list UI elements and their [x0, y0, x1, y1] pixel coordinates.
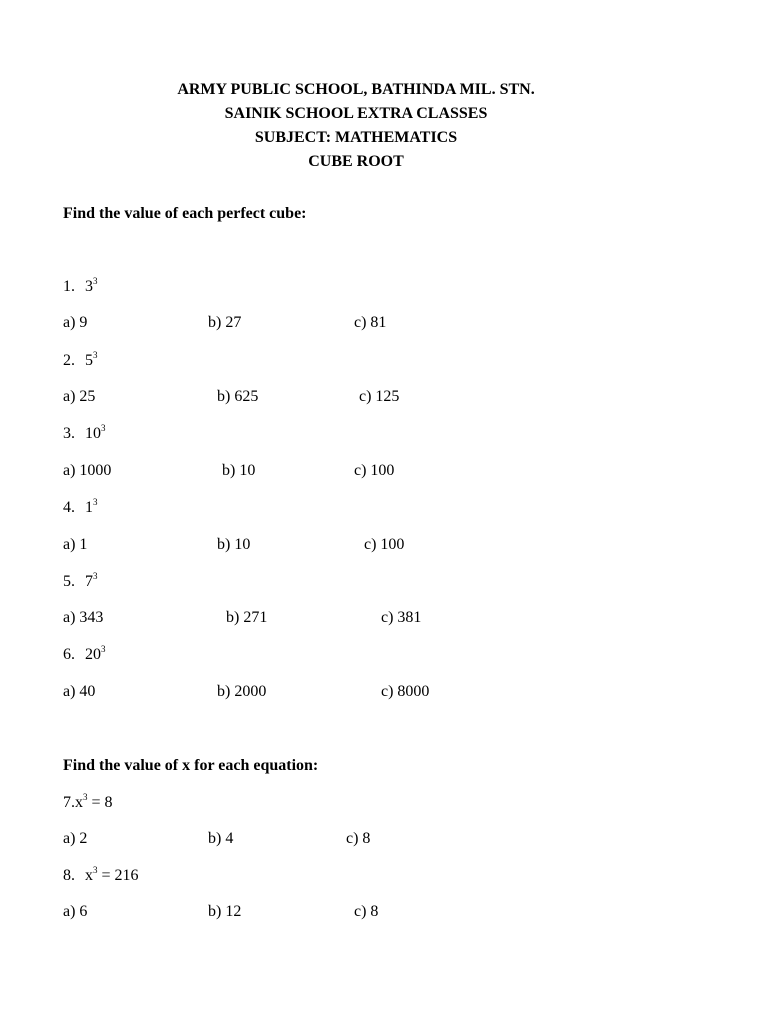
question-7	[63, 793, 113, 813]
school-name: ARMY PUBLIC SCHOOL, BATHINDA MIL. STN.	[177, 81, 535, 98]
option-b: b) 10	[217, 536, 251, 553]
option-a: a) 6	[63, 903, 88, 920]
option-a: a) 9	[63, 314, 88, 331]
option-c: c) 381	[381, 609, 422, 626]
question-exponent: 3	[101, 422, 106, 433]
question-number: 5.	[63, 573, 75, 590]
question-3	[63, 424, 106, 444]
question-base: 3	[85, 278, 93, 295]
question-number: 3.	[63, 425, 75, 442]
question-number: 4.	[63, 499, 75, 516]
option-b: b) 625	[217, 388, 259, 405]
question-1	[63, 277, 98, 297]
option-c: c) 100	[354, 462, 395, 479]
option-c: c) 8	[354, 903, 379, 920]
question-number: 6.	[63, 646, 75, 663]
option-a: a) 2	[63, 830, 88, 847]
question-base: 20	[85, 646, 101, 663]
section-heading-equation: Find the value of x for each equation:	[63, 757, 319, 774]
question-number: 1.	[63, 278, 75, 295]
option-c: c) 8000	[381, 683, 430, 700]
option-b: b) 12	[208, 903, 242, 920]
question-number: 2.	[63, 352, 75, 369]
question-5	[63, 572, 98, 592]
topic-title: CUBE ROOT	[308, 153, 404, 170]
class-title: SAINIK SCHOOL EXTRA CLASSES	[224, 105, 488, 122]
question-number: 8.	[63, 867, 75, 884]
option-b: b) 27	[208, 314, 242, 331]
question-exponent: 3	[93, 349, 98, 360]
question-4	[63, 498, 98, 518]
option-b: b) 271	[226, 609, 268, 626]
question-6	[63, 645, 106, 665]
question-base: x	[75, 794, 83, 811]
question-rhs: = 216	[97, 867, 139, 884]
option-a: a) 25	[63, 388, 96, 405]
option-b: b) 10	[222, 462, 256, 479]
question-rhs: = 8	[87, 794, 113, 811]
question-base: 10	[85, 425, 101, 442]
option-c: c) 81	[354, 314, 387, 331]
question-number: 7.	[63, 794, 75, 811]
question-2	[63, 351, 98, 371]
question-exponent: 3	[93, 570, 98, 581]
question-base: x	[85, 867, 93, 884]
option-a: a) 40	[63, 683, 96, 700]
question-base: 5	[85, 352, 93, 369]
question-exponent: 3	[83, 791, 88, 802]
option-c: c) 8	[346, 830, 371, 847]
option-c: c) 100	[364, 536, 405, 553]
question-exponent: 3	[93, 275, 98, 286]
question-exponent: 3	[93, 864, 98, 875]
option-b: b) 2000	[217, 683, 267, 700]
question-exponent: 3	[101, 643, 106, 654]
section-heading-perfect-cube: Find the value of each perfect cube:	[63, 205, 307, 222]
question-8	[63, 866, 139, 886]
option-a: a) 343	[63, 609, 104, 626]
option-a: a) 1000	[63, 462, 112, 479]
question-base: 7	[85, 573, 93, 590]
question-base: 1	[85, 499, 93, 516]
option-a: a) 1	[63, 536, 88, 553]
option-b: b) 4	[208, 830, 234, 847]
question-exponent: 3	[93, 496, 98, 507]
option-c: c) 125	[359, 388, 400, 405]
subject-title: SUBJECT: MATHEMATICS	[254, 129, 458, 146]
